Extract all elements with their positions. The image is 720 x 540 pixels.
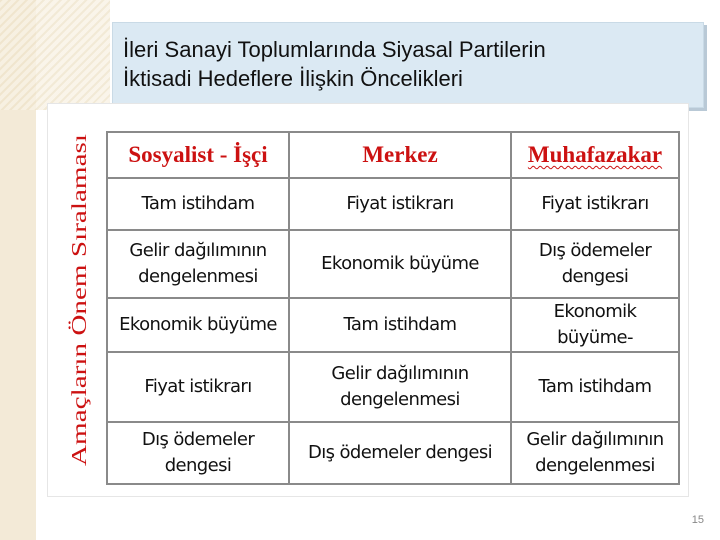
table-cell: Gelir dağılımının dengelenmesi [289,352,511,422]
header-merkez: Merkez [289,132,511,178]
page-number: 15 [691,514,704,526]
table-cell: Tam istihdam [107,178,289,230]
side-label [52,130,100,470]
table-cell: Dış ödemeler dengesi [289,422,511,484]
slide-title-box [112,22,704,108]
header-sosyalist: Sosyalist - İşçi [107,132,289,178]
priority-table [106,131,680,485]
table-cell: Tam istihdam [511,352,679,422]
table-row [107,298,679,352]
table-row [107,230,679,298]
header-row [107,132,679,178]
decorative-pattern [0,0,110,110]
table-row [107,422,679,484]
side-label-text: Amaçların Önem Sıralaması [67,226,91,466]
table-row [107,178,679,230]
table-cell: Dış ödemeler dengesi [107,422,289,484]
table-cell: Fiyat istikrarı [107,352,289,422]
table-cell: Gelir dağılımının dengelenmesi [107,230,289,298]
table-cell: Fiyat istikrarı [511,178,679,230]
side-label-svg [52,130,100,470]
table-cell: Ekonomik büyüme [107,298,289,352]
slide-title-line-2: İktisadi Hedeflere İlişkin Öncelikleri [123,66,463,91]
table-cell: Fiyat istikrarı [289,178,511,230]
header-muhafazakar: Muhafazakar [511,132,679,178]
table-cell: Dış ödemeler dengesi [511,230,679,298]
table-cell: Ekonomik büyüme [289,230,511,298]
table-cell: Tam istihdam [289,298,511,352]
table-cell: Ekonomik büyüme- [511,298,679,352]
slide-title-line-1: İleri Sanayi Toplumlarında Siyasal Partilerin [123,37,546,62]
table-cell: Gelir dağılımının dengelenmesi [511,422,679,484]
table-row [107,352,679,422]
